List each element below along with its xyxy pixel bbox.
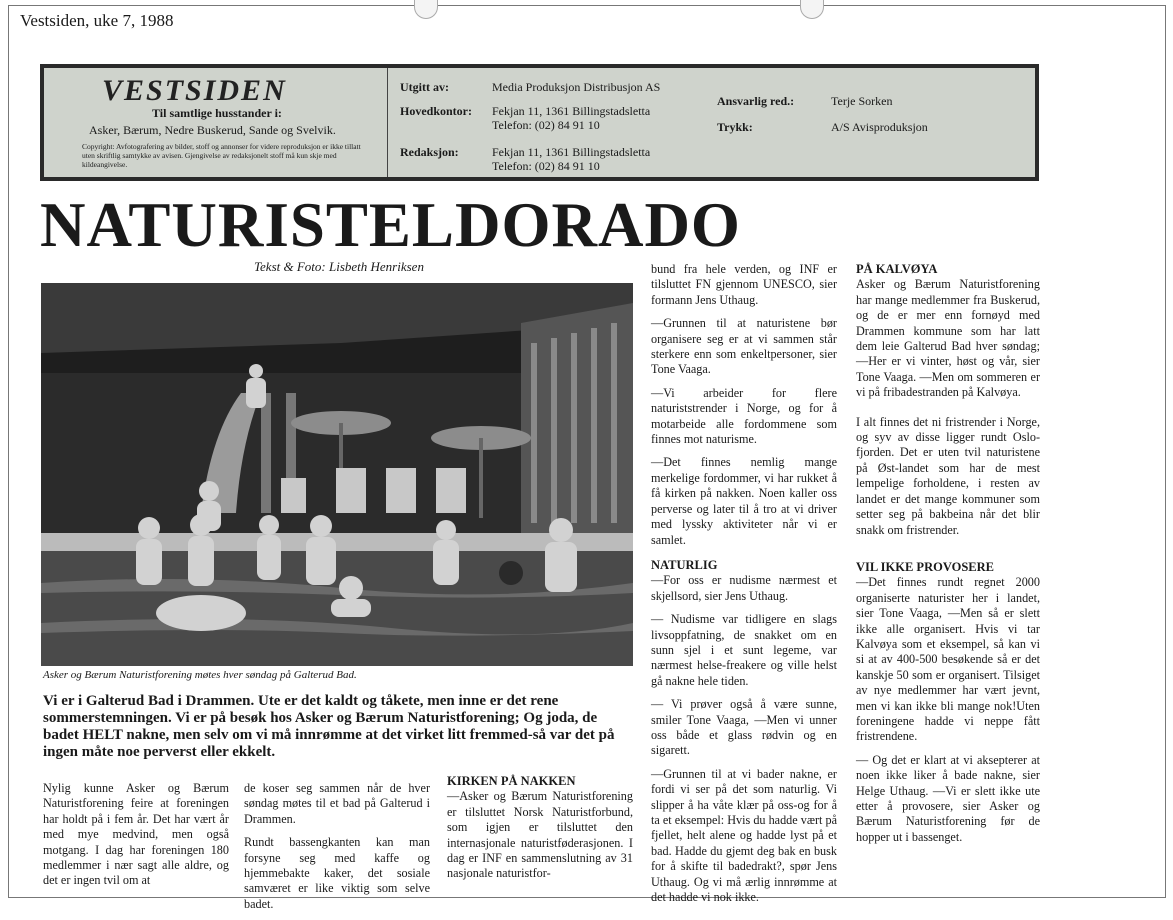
- paragraph: I alt finnes det ni fristrender i Norge, og syv av disse ligger rundt Oslo-fjorden. Det er uten tvil naturistene på Øst-landet som har de mest lempelige forholdene, i resten av landet er det mange kommuner som setter seg på bakbeina når det blir snakk om fristrender.: [856, 414, 1040, 537]
- published-label: Utgitt av:: [400, 80, 449, 94]
- hq-address: Fekjan 11, 1361 Billingstadsletta: [492, 104, 651, 118]
- paragraph: —Det finnes rundt regnet 2000 organiserte naturister her i landet, sier Tone Vaaga, —Men så er slett ikke alle organisert. Hvis vi tar Kalvøya som et eksempel, så kan vi si at av 400-500 besøkende så er det kanskje 50 som er organisert. Tilsiget av nye medlemmer har vært jevnt, men vi kan ikke bli mange nok!Uten foreningene hadde vi neppe fått fristrendene.: [856, 575, 1040, 744]
- paragraph: Asker og Bærum Naturistforening har mange medlemmer fra Buskerud, og de er mer enn fornøyd med Drammen kommune som har latt dem leie Galterud Bad hver søndag; —Her er vi vinter, høst og vår, sier Tone Vaaga. —Men om sommeren er vi på fribadestranden på Kalvøya.: [856, 277, 1040, 400]
- print-value: A/S Avisproduksjon: [831, 120, 928, 134]
- byline: Tekst & Foto: Lisbeth Henriksen: [254, 259, 424, 274]
- masthead: [40, 64, 1039, 181]
- editorial-label: Redaksjon:: [400, 145, 459, 159]
- paragraph: de koser seg sammen når de hver søndag møtes til et bad på Galterud i Drammen.: [244, 781, 430, 826]
- section-heading: PÅ KALVØYA: [856, 262, 938, 276]
- paragraph: — Vi prøver også å være sunne, smiler Tone Vaaga, —Men vi unner oss både et glass rødvin og en sigarett.: [651, 697, 837, 758]
- editorial-address: Fekjan 11, 1361 Billingstadsletta: [492, 145, 651, 159]
- photo-caption: Asker og Bærum Naturistforening møtes hver søndag på Galterud Bad.: [43, 669, 357, 681]
- article-column-2: [244, 781, 430, 920]
- paragraph: —Asker og Bærum Naturistforening er tilsluttet Norsk Naturistforbund, som igjen er tilsluttet den internasjonale naturistføderasjonen. I dag er INF en sammenslutning av 31 nasjonale naturistfor-: [447, 789, 633, 881]
- pool-photo: [41, 283, 633, 666]
- lead-paragraph: Vi er i Galterud Bad i Drammen. Ute er det kaldt og tåkete, men inne er det rene sommerstemningen. Vi er på besøk hos Asker og Bærum Naturistforening; Og joda, de badet HELT nakne, men selv om vi må innrømme at det virket litt fremmed-så var det på ingen måte noe perverst eller ekkelt.: [43, 693, 615, 760]
- paragraph: —For oss er nudisme nærmest et skjellsord, sier Jens Uthaug.: [651, 573, 837, 603]
- masthead-areas: Asker, Bærum, Nedre Buskerud, Sande og Svelvik.: [89, 123, 336, 137]
- photo-illustration: [41, 283, 633, 666]
- paragraph: Rundt bassengkanten kan man forsyne seg med kaffe og hjemmebakte kaker, det sosiale samværet er like viktig som selve badet.: [244, 835, 430, 911]
- paragraph: —Grunnen til at vi bader nakne, er fordi vi ser på det som naturlig. Vi slipper å ha våte klær på oss-og for å ta et eksempel: Hvis du hadde vært på fjellet, helt alene og hadde lyst på et bad. Hadde du gjemt deg bak en busk for å skifte til badedrakt?, spør Jens Uthaug. Og vi må ærlig innrømme at det hadde vi nok ikke.: [651, 766, 837, 905]
- paragraph: Nylig kunne Asker og Bærum Naturistforening feire at foreningen har holdt på i fem år. Det har vært år med mye medvind, men også motgang. I dag har foreningen 180 medlemmer i nær sagt alle aldre, og det er ingen tvil om at: [43, 781, 229, 888]
- paragraph: —Vi arbeider for flere naturiststrender i Norge, og for å motarbeide alle fordommene som finnes mot naturisme.: [651, 385, 837, 447]
- masthead-divider: [387, 68, 388, 177]
- published-value: Media Produksjon Distribusjon AS: [492, 80, 661, 94]
- paragraph: —Grunnen til at naturistene bør organisere seg er at vi sammen står sterkere enn som enkeltpersoner, sier Tone Vaaga.: [651, 316, 837, 377]
- paragraph: — Og det er klart at vi aksepterer at noen ikke liker å bade nakne, sier Helge Uthaug. —Vi er slett ikke ute etter å provosere, sier Asker og Bærum Naturistforening før de hopper ut i bassenget.: [856, 752, 1040, 844]
- section-heading: NATURLIG: [651, 557, 718, 572]
- article-column-4: [651, 262, 837, 913]
- masthead-to-all: Til samtlige husstander i:: [152, 106, 282, 120]
- section-heading: KIRKEN PÅ NAKKEN: [447, 774, 576, 788]
- hq-phone: Telefon: (02) 84 91 10: [492, 118, 600, 132]
- editor-value: Terje Sorken: [831, 94, 893, 108]
- paragraph: bund fra hele verden, og INF er tilsluttet FN gjennom UNESCO, sier formann Jens Uthaug.: [651, 262, 837, 307]
- clip-label: Vestsiden, uke 7, 1988: [20, 11, 174, 30]
- masthead-copyright: Copyright: Avfotografering av bilder, stoff og annonser for videre reproduksjon er ikke tillatt uten skriftlig samtykke av avisen. Gjengivelse av redaksjonelt stoff må kun skje med kildeangivelse.: [82, 142, 361, 169]
- section-heading: VIL IKKE PROVOSERE: [856, 559, 994, 574]
- article-column-3: [447, 774, 633, 890]
- masthead-name: VESTSIDEN: [102, 74, 287, 107]
- hq-label: Hovedkontor:: [400, 104, 472, 118]
- print-label: Trykk:: [717, 120, 753, 134]
- article-column-5: [856, 262, 1040, 853]
- article-column-1: [43, 781, 229, 897]
- headline: NATURISTELDORADO: [40, 190, 741, 260]
- paragraph: — Nudisme var tidligere en slags livsoppfatning, de snakket om en sunn sjel i et sunt legeme, var nærmest helse-freakere og ville helst gå nakne hele tiden.: [651, 612, 837, 688]
- editorial-phone: Telefon: (02) 84 91 10: [492, 159, 600, 173]
- editor-label: Ansvarlig red.:: [717, 94, 795, 108]
- paragraph: —Det finnes nemlig mange merkelige fordommer, vi har rukket å få kirken på nakken. Noen kaller oss perverse og later til å tro at vi driver med lyssky aktiviteter når vi er samlet.: [651, 455, 837, 547]
